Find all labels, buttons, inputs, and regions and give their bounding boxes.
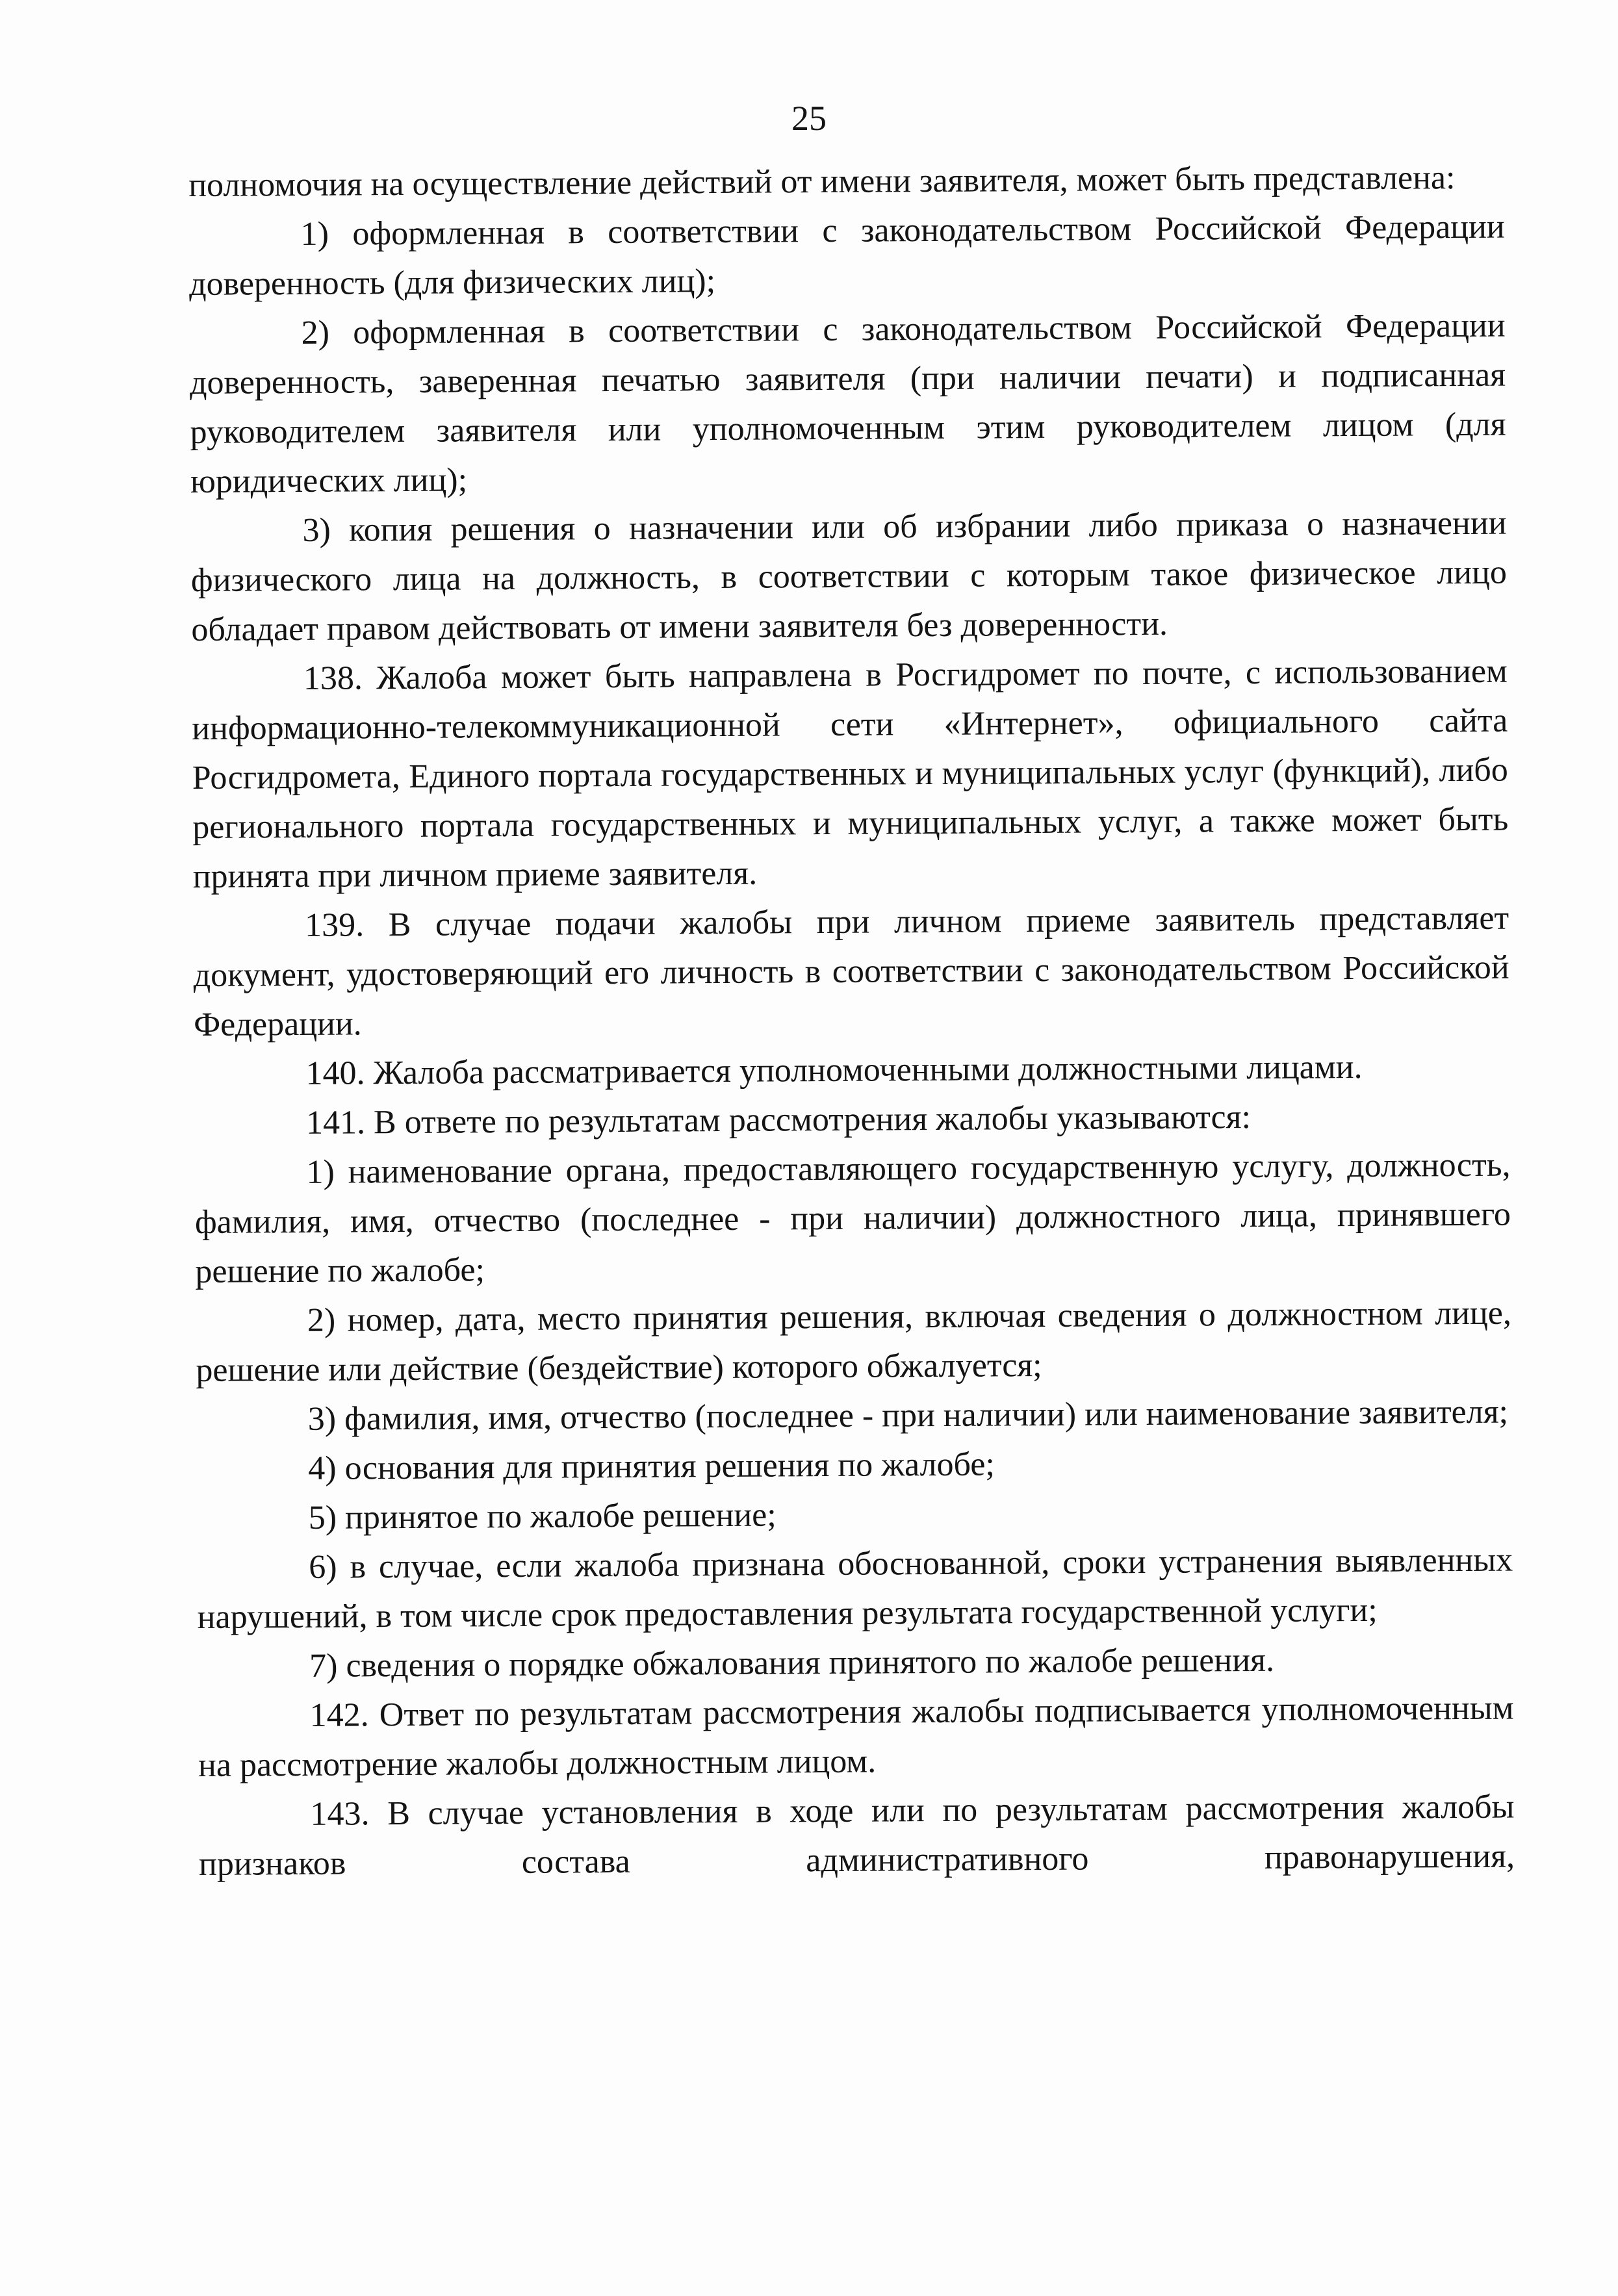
paragraph-141-item-4: 4) основания для принятия решения по жалобе; <box>308 1446 995 1487</box>
paragraph-141-item-1: 1) наименование органа, предоставляющего государственную услугу, должность, фамилия, имя, отчество (последнее - при наличии) должностного лица, принявшего решение по жалобе; <box>194 1146 1511 1290</box>
page-number: 25 <box>791 99 827 138</box>
paragraph-138: 138. Жалоба может быть направлена в Росгидромет по почте, с использованием информационно-телекоммуникационной сети «Интернет», официального сайта Росгидромета, Единого портала государственных и муниципальных услуг (функций), либо регионального портала государственных и муниципальных услуг, а также может быть принята при личном приеме заявителя. <box>192 652 1509 895</box>
document-body <box>188 153 1515 1889</box>
paragraph-141: 141. В ответе по результатам рассмотрения жалобы указываются: <box>305 1099 1252 1142</box>
paragraph-141-item-7: 7) сведения о порядке обжалования принятого по жалобе решения. <box>309 1641 1275 1685</box>
paragraph-141-item-2: 2) номер, дата, место принятия решения, включая сведения о должностном лице, решение или действие (бездействие) которого обжалуется; <box>196 1294 1512 1389</box>
paragraph-continuation: полномочия на осуществление действий от имени заявителя, может быть представлена: <box>188 159 1456 204</box>
paragraph-141-item-6: 6) в случае, если жалоба признана обоснованной, сроки устранения выявленных нарушений, в том числе срок предоставления результата государственной услуги; <box>197 1541 1513 1636</box>
paragraph-140: 140. Жалоба рассматривается уполномоченными должностными лицами. <box>305 1048 1363 1092</box>
paragraph-142: 142. Ответ по результатам рассмотрения жалобы подписывается уполномоченным на рассмотрение жалобы должностным лицом. <box>198 1689 1514 1784</box>
paragraph-143: 143. В случае установления в ходе или по результатам рассмотрения жалобы признаков состава административного правонарушения, <box>198 1788 1515 1883</box>
paragraph-141-item-3: 3) фамилия, имя, отчество (последнее - при наличии) или наименование заявителя; <box>307 1393 1509 1438</box>
paragraph-item-1: 1) оформленная в соответствии с законодательством Российской Федерации доверенность (для физических лиц); <box>188 208 1505 303</box>
paragraph-139: 139. В случае подачи жалобы при личном приеме заявитель представляет документ, удостоверяющий его личность в соответствии с законодательством Российской Федерации. <box>193 899 1509 1043</box>
paragraph-item-2: 2) оформленная в соответствии с законодательством Российской Федерации доверенность, заверенная печатью заявителя (при наличии печати) и подписанная руководителем заявителя или уполномоченным этим руководителем лицом (для юридических лиц); <box>189 307 1506 500</box>
paragraph-item-3: 3) копия решения о назначении или об избрании либо приказа о назначении физического лица на должность, в соответствии с которым такое физическое лицо обладает правом действовать от имени заявителя без доверенности. <box>190 504 1508 648</box>
paragraph-141-item-5: 5) принятое по жалобе решение; <box>308 1496 777 1537</box>
